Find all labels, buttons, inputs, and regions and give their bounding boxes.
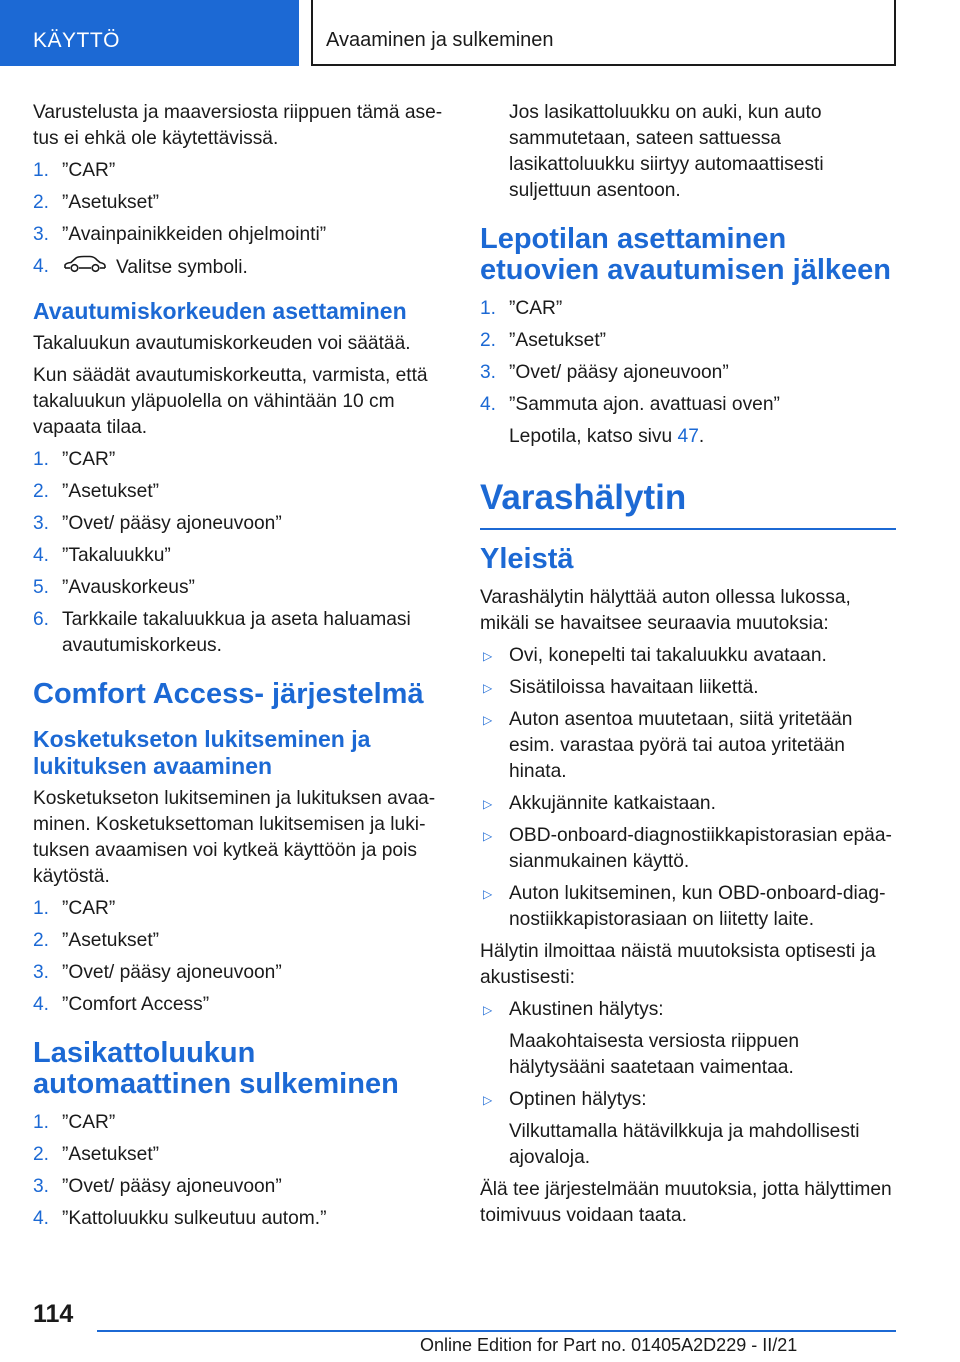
list-item: 1. ”CAR” xyxy=(33,898,116,919)
steps-sunroof xyxy=(33,1110,449,1232)
list-item: 1. ”CAR” xyxy=(33,160,116,181)
list-item: 2. ”Asetukset” xyxy=(33,481,160,502)
list-item: 1. ”CAR” xyxy=(33,449,116,470)
list-item: 3. ”Ovet/ pääsy ajoneuvoon” xyxy=(33,962,282,983)
steps-key-programming xyxy=(33,158,449,282)
list-item: ▷ Optinen hälytys: xyxy=(480,1087,896,1113)
page-link[interactable]: 47 xyxy=(677,426,699,447)
list-item: ▷ Auton asentoa muutetaan, siitä yritetään esim. varastaa pyörä tai autoa yritetään hinata. xyxy=(480,707,896,785)
list-item: 3. ”Ovet/ pääsy ajoneuvoon” xyxy=(480,362,729,383)
list-item: 4. ”Kattoluukku sulkeutuu autom.” xyxy=(33,1208,327,1229)
edition-note: Online Edition for Part no. 01405A2D229 - II/21 xyxy=(420,1335,798,1355)
car-icon xyxy=(62,254,108,282)
heading-general: Yleistä xyxy=(480,543,574,575)
list-item: 2. ”Asetukset” xyxy=(33,930,160,951)
opening-paragraph-2: Kun säädät avautumiskorkeutta, varmista, että takaluukun yläpuolella on vähintään 10 cm vapaata tilaa. xyxy=(33,365,428,438)
triangle-bullet-icon: ▷ xyxy=(483,829,493,843)
list-item: ▷ Ovi, konepelti tai takaluukku avataan. xyxy=(480,643,896,669)
general-paragraph: Varashälytin hälyttää auton ollessa lukossa, mikäli se havaitsee seuraavia muutoksia: xyxy=(480,587,851,634)
signal-paragraph: Hälytin ilmoittaa näistä muutoksista optisesti ja akustisesti: xyxy=(480,941,876,988)
opening-paragraph-1: Takaluukun avautumiskorkeuden voi säätää. xyxy=(33,333,411,354)
triangle-bullet-icon: ▷ xyxy=(483,1003,493,1017)
heading-sunroof: Lasikattoluukun automaattinen sulkeminen xyxy=(33,1037,399,1100)
right-column xyxy=(480,100,896,1235)
triangle-bullet-icon: ▷ xyxy=(483,713,493,727)
list-item: 5. ”Avauskorkeus” xyxy=(33,577,195,598)
heading-standby: Lepotilan asettaminen etuovien avautumisen jälkeen xyxy=(480,223,891,286)
list-item: ▷ Auton lukitseminen, kun OBD-onboard-diagnostiikkapistorasiaan on liitetty laite. xyxy=(480,881,896,933)
list-item: ▷ Sisätiloissa havaitaan liikettä. xyxy=(480,675,896,701)
heading-keyless: Kosketukseton lukitseminen ja lukituksen avaaminen xyxy=(33,726,371,779)
list-item: ▷ Akustinen hälytys: xyxy=(480,997,896,1023)
heading-opening-height: Avautumiskorkeuden asettaminen xyxy=(33,298,407,324)
triangle-bullet-icon: ▷ xyxy=(483,681,493,695)
list-item: 4. Valitse symboli. xyxy=(33,254,449,282)
heading-alarm: Varashälytin xyxy=(480,478,896,530)
sunroof-paragraph: Jos lasikattoluukku on auki, kun auto sammutetaan, sateen sattuessa lasikattoluukku siirtyy automaattisesti suljettuun asentoon. xyxy=(509,102,824,201)
triangle-bullet-icon: ▷ xyxy=(483,1093,493,1107)
list-item: 4. ”Comfort Access” xyxy=(33,994,210,1015)
list-item: 6. Tarkkaile takaluukkua ja aseta haluamasi avautumiskorkeus. xyxy=(33,609,411,656)
intro-paragraph: Varustelusta ja maaversiosta riippuen tämä asetus ei ehkä ole käytettävissä. xyxy=(33,102,443,149)
final-paragraph: Älä tee järjestelmään muutoksia, jotta hälyttimen toimivuus voidaan taata. xyxy=(480,1179,892,1226)
list-item: 2. ”Asetukset” xyxy=(33,1144,160,1165)
list-item: 4. ”Sammuta ajon. avattuasi oven” xyxy=(480,394,780,415)
list-item: 3. ”Ovet/ pääsy ajoneuvoon” xyxy=(33,513,282,534)
triangle-bullet-icon: ▷ xyxy=(483,649,493,663)
alarm-types-list xyxy=(480,997,896,1023)
footer-divider xyxy=(97,1330,896,1332)
list-item: 3. ”Ovet/ pääsy ajoneuvoon” xyxy=(33,1176,282,1197)
list-item: 4. ”Takaluukku” xyxy=(33,545,171,566)
list-item: 2. ”Asetukset” xyxy=(480,330,607,351)
page-header xyxy=(0,0,960,66)
triangle-bullet-icon: ▷ xyxy=(483,797,493,811)
steps-opening-height xyxy=(33,447,449,659)
left-column xyxy=(33,100,449,1238)
optical-paragraph: Vilkuttamalla hätävilkkuja ja mahdollisesti ajovaloja. xyxy=(509,1121,860,1168)
alarm-types-list-2 xyxy=(480,1087,896,1113)
acoustic-paragraph: Maakohtaisesta versiosta riippuen hälytysääni saatetaan vaimentaa. xyxy=(509,1031,800,1078)
keyless-paragraph: Kosketukseton lukitseminen ja lukituksen avaaminen. Kosketuksettoman lukitsemisen ja lukituksen avaamisen voi kytkeä käyttöön ja pois käytöstä. xyxy=(33,788,436,887)
section-tab: KÄYTTÖ xyxy=(0,0,299,66)
page-number: 114 xyxy=(33,1300,74,1328)
list-item: 3. ”Avainpainikkeiden ohjelmointi” xyxy=(33,224,327,245)
heading-comfort-access: Comfort Access- järjestelmä xyxy=(33,678,424,710)
list-item: 2. ”Asetukset” xyxy=(33,192,160,213)
list-item: ▷ OBD-onboard-diagnostiikkapistorasian epäasianmukainen käyttö. xyxy=(480,823,896,875)
list-item: ▷ Akkujännite katkaistaan. xyxy=(480,791,896,817)
steps-comfort-access xyxy=(33,896,449,1018)
list-item: 1. ”CAR” xyxy=(33,1112,116,1133)
triangle-bullet-icon: ▷ xyxy=(483,887,493,901)
standby-reference: Lepotila, katso sivu 47. xyxy=(509,426,705,447)
list-item: 1. ”CAR” xyxy=(480,298,563,319)
steps-standby xyxy=(480,296,896,418)
chapter-title: Avaaminen ja sulkeminen xyxy=(311,0,896,66)
alarm-triggers-list xyxy=(480,643,896,933)
